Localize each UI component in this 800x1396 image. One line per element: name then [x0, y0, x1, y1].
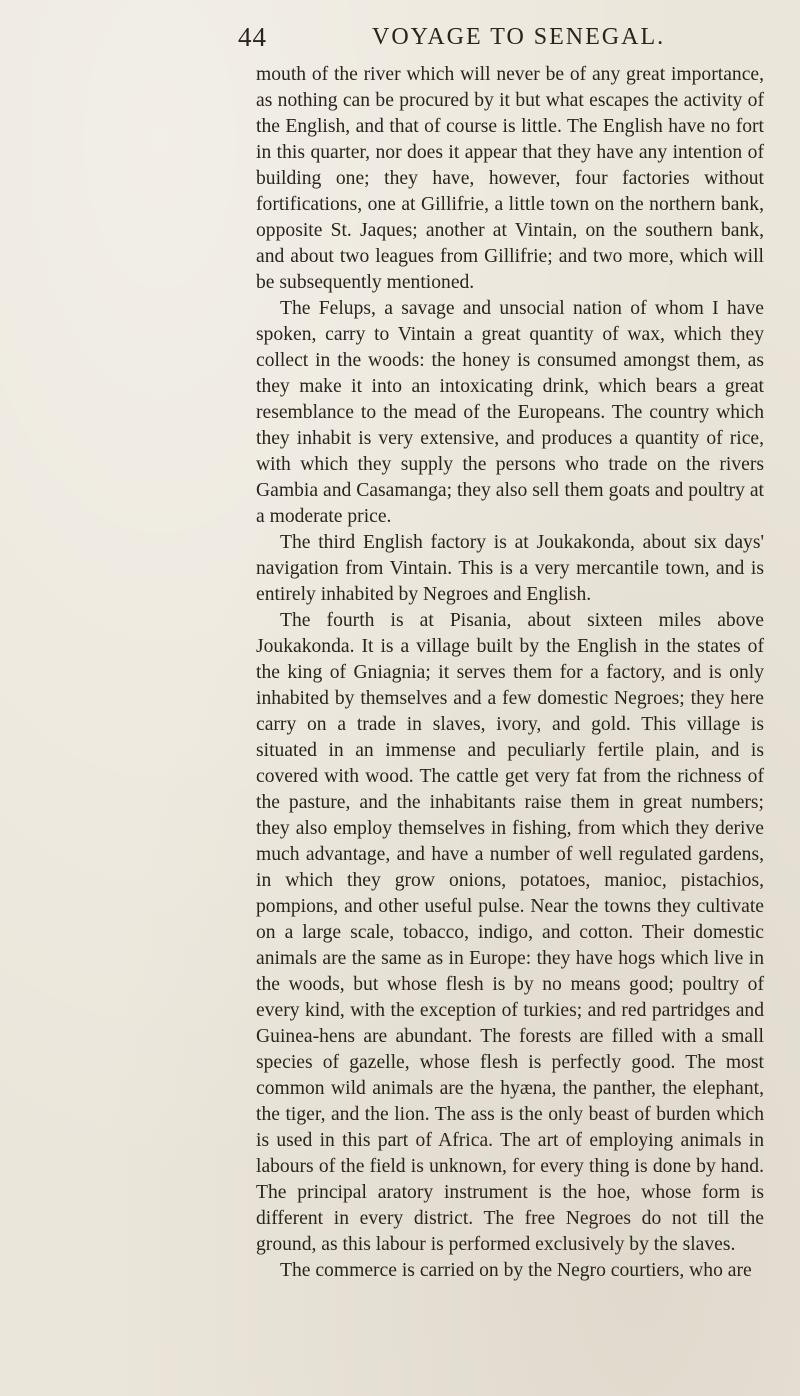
running-head: VOYAGE TO SENEGAL. [372, 24, 666, 50]
paragraph-4: The fourth is at Pisania, about sixteen miles above Joukakonda. It is a village built by the English in the states of the king of Gniagnia; it serves them for a factory, and is only inhabited by themselves and a few domestic Negroes; they here carry on a trade in slaves, ivory, and gold. This village is situated in an immense and peculiarly fertile plain, and is covered with wood. The cattle get very fat from the richness of the pasture, and the inhabitants raise them in great numbers; they also employ themselves in fishing, from which they derive much advantage, and have a number of well regulated gardens, in which they grow onions, potatoes, manioc, pistachios, pompions, and other useful pulse. Near the towns they cultivate on a large scale, tobacco, indigo, and cotton. Their domestic animals are the same as in Europe: they have hogs which live in the woods, but whose flesh is by no means good; poultry of every kind, with the exception of turkies; and red partridges and Guinea-hens are abundant. The forests are filled with a small species of gazelle, whose flesh is perfectly good. The most common wild animals are the hyæna, the panther, the elephant, the tiger, and the lion. The ass is the only beast of burden which is used in this part of Africa. The art of employing animals in labours of the field is unknown, for every thing is done by hand. The principal aratory instrument is the hoe, whose form is different in every district. The free Negroes do not till the ground, as this labour is performed exclusively by the slaves. [256, 610, 764, 1255]
paragraph-1: mouth of the river which will never be of any great importance, as nothing can be procured by it but what escapes the activity of the English, and that of course is little. The English have no fort in this quarter, nor does it appear that they have any intention of building one; they have, however, four factories without fortifications, one at Gillifrie, a little town on the northern bank, opposite St. Jaques; another at Vintain, on the southern bank, and about two leagues from Gillifrie; and two more, which will be subsequently mentioned. [256, 64, 764, 293]
body-text [256, 62, 764, 1284]
paragraph-5: The commerce is carried on by the Negro courtiers, who are [280, 1260, 752, 1281]
page-header [238, 22, 738, 62]
paragraph-3: The third English factory is at Joukakonda, about six days' navigation from Vintain. This is a very mercantile town, and is entirely inhabited by Negroes and English. [256, 532, 764, 605]
paragraph-2: The Felups, a savage and unsocial nation of whom I have spoken, carry to Vintain a great quantity of wax, which they collect in the woods: the honey is consumed amongst them, as they make it into an intoxicating drink, which bears a great resemblance to the mead of the Europeans. The country which they inhabit is very extensive, and produces a quantity of rice, with which they supply the persons who trade on the rivers Gambia and Casamanga; they also sell them goats and poultry at a moderate price. [256, 298, 764, 527]
page-number: 44 [238, 22, 267, 52]
